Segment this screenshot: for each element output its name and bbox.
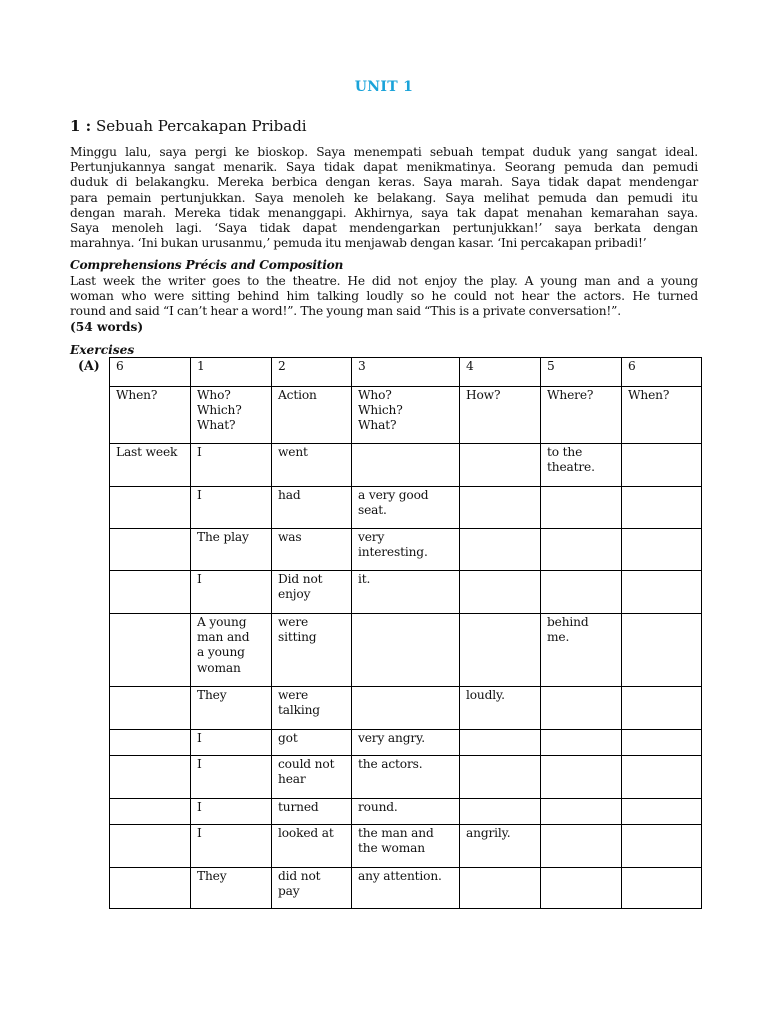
table-cell [110,571,191,614]
table-cell [110,799,191,825]
paragraph-line: duduk di belakangku. Mereka berbica dengan keras. Saya marah. Saya tidak dapat mendengar [70,175,698,190]
cell-line: The play [197,530,249,544]
column-number: 5 [541,358,622,387]
cell-line: pay [278,884,300,899]
cell-line: me. [547,630,570,645]
table-row [110,756,702,799]
table-cell [272,730,352,756]
cell-line: I [197,826,202,840]
table-cell [110,756,191,799]
cell-line: were [278,615,309,629]
table-cell [191,799,272,825]
indonesian-paragraph [70,145,698,251]
column-number: 4 [460,358,541,387]
cell-line: hear [278,772,306,787]
cell-line: was [278,530,302,544]
table-cell [110,529,191,571]
table-cell [110,730,191,756]
table-cell [352,825,460,868]
table-cell [460,487,541,529]
cell-line: any attention. [358,869,442,883]
table-cell [191,825,272,868]
table-cell [622,799,702,825]
cell-line: What? [197,418,236,433]
column-number: 6 [110,358,191,387]
table-cell [272,529,352,571]
column-number: 1 [191,358,272,387]
paragraph-line: round and said “I can’t hear a word!”. The young man said “This is a private conversation!”. [70,304,621,319]
table-cell [352,756,460,799]
comprehension-heading: Comprehensions Précis and Composition [70,258,344,272]
table-cell [191,687,272,730]
table-cell [272,614,352,687]
table-row [110,868,702,909]
table-row [110,571,702,614]
cell-line: Which? [358,403,403,418]
cell-line: the actors. [358,757,423,771]
table-cell [352,444,460,487]
cell-line: loudly. [466,688,505,702]
table-cell [622,687,702,730]
table-cell [460,614,541,687]
cell-line: were [278,688,309,702]
table-cell [541,487,622,529]
cell-line: very [358,530,385,544]
table-cell [541,687,622,730]
table-cell [110,444,191,487]
table-cell [272,799,352,825]
table-cell [272,868,352,909]
paragraph-line: Pertunjukannya sangat menarik. Saya tidak dapat menikmatinya. Seorang pemuda dan pemudi [70,160,698,175]
table-cell [541,614,622,687]
table-cell [460,687,541,730]
cell-line: Who? [358,388,392,402]
cell-line: angrily. [466,826,511,840]
paragraph-line: marahnya. ‘Ini bukan urusanmu,’ pemuda itu menjawab dengan kasar. ‘Ini percakapan pribadi!’ [70,236,647,251]
column-header [622,387,702,444]
lesson-number: 1 : [70,117,92,135]
table-cell [460,756,541,799]
table-cell [541,529,622,571]
table-cell [541,444,622,487]
cell-line: interesting. [358,545,428,560]
cell-line: to the [547,445,583,459]
cell-line: Which? [197,403,242,418]
cell-line: What? [358,418,397,433]
cell-line: I [197,445,202,459]
paragraph-line: dengan marah. Mereka tidak menanggapi. Akhirnya, saya tak dapat menahan kemarahan saya. [70,205,698,220]
table-cell [622,444,702,487]
paragraph-line: woman who were sitting behind him talking loudly so he could not hear the actors. He turned [70,289,698,304]
table-cell [110,614,191,687]
table-cell [272,825,352,868]
column-header [352,387,460,444]
cell-line: a very good [358,488,429,502]
cell-line: I [197,488,202,502]
cell-line: did not [278,869,321,883]
table-cell [352,529,460,571]
paragraph-line: Saya menoleh lagi. ‘Saya tidak dapat mendengarkan pertunjukkan!’ saya berkata dengan [70,221,698,236]
table-cell [622,825,702,868]
exercises-heading: Exercises [70,343,135,357]
table-header-row [110,387,702,444]
column-header [541,387,622,444]
cell-line: How? [466,388,501,402]
cell-line: Did not [278,572,323,586]
table-cell [191,868,272,909]
column-number: 6 [622,358,702,387]
table-cell [622,571,702,614]
table-cell [110,868,191,909]
cell-line: the man and [358,826,434,840]
paragraph-line: para pemain pertunjukkan. Saya menoleh ke belakang. Saya melihat pemuda dan pemudi itu [70,190,698,205]
table-cell [622,614,702,687]
cell-line: it. [358,572,371,586]
table-cell [352,614,460,687]
table-cell [460,444,541,487]
paragraph-line: Minggu lalu, saya pergi ke bioskop. Saya menempati sebuah tempat duduk yang sangat ideal. [70,145,698,159]
table-cell [352,571,460,614]
paragraph-line: Last week the writer goes to the theatre. He did not enjoy the play. A young man and a young [70,274,698,288]
cell-line: had [278,488,301,502]
cell-line: They [197,869,227,883]
table-cell [191,444,272,487]
table-cell [272,444,352,487]
cell-line: went [278,445,308,459]
table-cell [541,756,622,799]
table-cell [191,487,272,529]
cell-line: I [197,800,202,814]
table-cell [460,730,541,756]
cell-line: theatre. [547,460,595,475]
table-cell [541,868,622,909]
table-cell [352,799,460,825]
table-cell [541,730,622,756]
table-cell [541,799,622,825]
table-row [110,487,702,529]
table-cell [272,571,352,614]
cell-line: woman [197,660,241,675]
cell-line: talking [278,703,320,718]
table-cell [191,730,272,756]
table-cell [352,868,460,909]
table-row [110,687,702,730]
table-cell [460,868,541,909]
cell-line: Action [278,388,317,402]
cell-line: When? [116,388,158,402]
table-cell [622,756,702,799]
cell-line: When? [628,388,670,402]
cell-line: sitting [278,630,317,645]
table-cell [622,529,702,571]
table-cell [352,487,460,529]
column-header [191,387,272,444]
cell-line: seat. [358,503,387,518]
table-number-row [110,358,702,387]
cell-line: a young [197,645,245,660]
column-header [110,387,191,444]
table-cell [460,529,541,571]
table-cell [460,799,541,825]
cell-line: A young [197,615,247,629]
table-cell [110,687,191,730]
table-cell [191,614,272,687]
table-row [110,614,702,687]
column-header [272,387,352,444]
exercise-table [109,357,702,909]
table-cell [541,571,622,614]
cell-line: behind [547,615,589,629]
table-row [110,444,702,487]
cell-line: could not [278,757,335,771]
table-cell [622,730,702,756]
table-cell [191,571,272,614]
cell-line: They [197,688,227,702]
table-row [110,799,702,825]
column-number: 2 [272,358,352,387]
cell-line: man and [197,630,250,645]
cell-line: Last week [116,445,178,459]
table-cell [272,687,352,730]
cell-line: turned [278,800,319,814]
table-cell [541,825,622,868]
column-header [460,387,541,444]
table-row [110,730,702,756]
table-cell [272,756,352,799]
english-paragraph [70,274,698,320]
table-cell [191,529,272,571]
table-cell [460,571,541,614]
lesson-title-text: Sebuah Percakapan Pribadi [95,117,307,135]
table-cell [622,868,702,909]
table-cell [460,825,541,868]
cell-line: looked at [278,826,334,840]
column-number: 3 [352,358,460,387]
exercise-label: (A) [78,358,100,373]
table-row [110,825,702,868]
cell-line: I [197,731,202,745]
cell-line: got [278,731,298,745]
cell-line: round. [358,800,398,814]
cell-line: Where? [547,388,594,402]
cell-line: I [197,757,202,771]
lesson-title [70,117,307,135]
table-cell [622,487,702,529]
table-cell [110,825,191,868]
table-cell [272,487,352,529]
cell-line: the woman [358,841,425,856]
table-row [110,529,702,571]
cell-line: very angry. [358,731,425,745]
table-cell [352,730,460,756]
table-cell [110,487,191,529]
cell-line: enjoy [278,587,311,602]
table-cell [191,756,272,799]
cell-line: Who? [197,388,231,402]
word-count: (54 words) [70,320,144,334]
table-cell [352,687,460,730]
unit-title: UNIT 1 [354,79,414,95]
cell-line: I [197,572,202,586]
